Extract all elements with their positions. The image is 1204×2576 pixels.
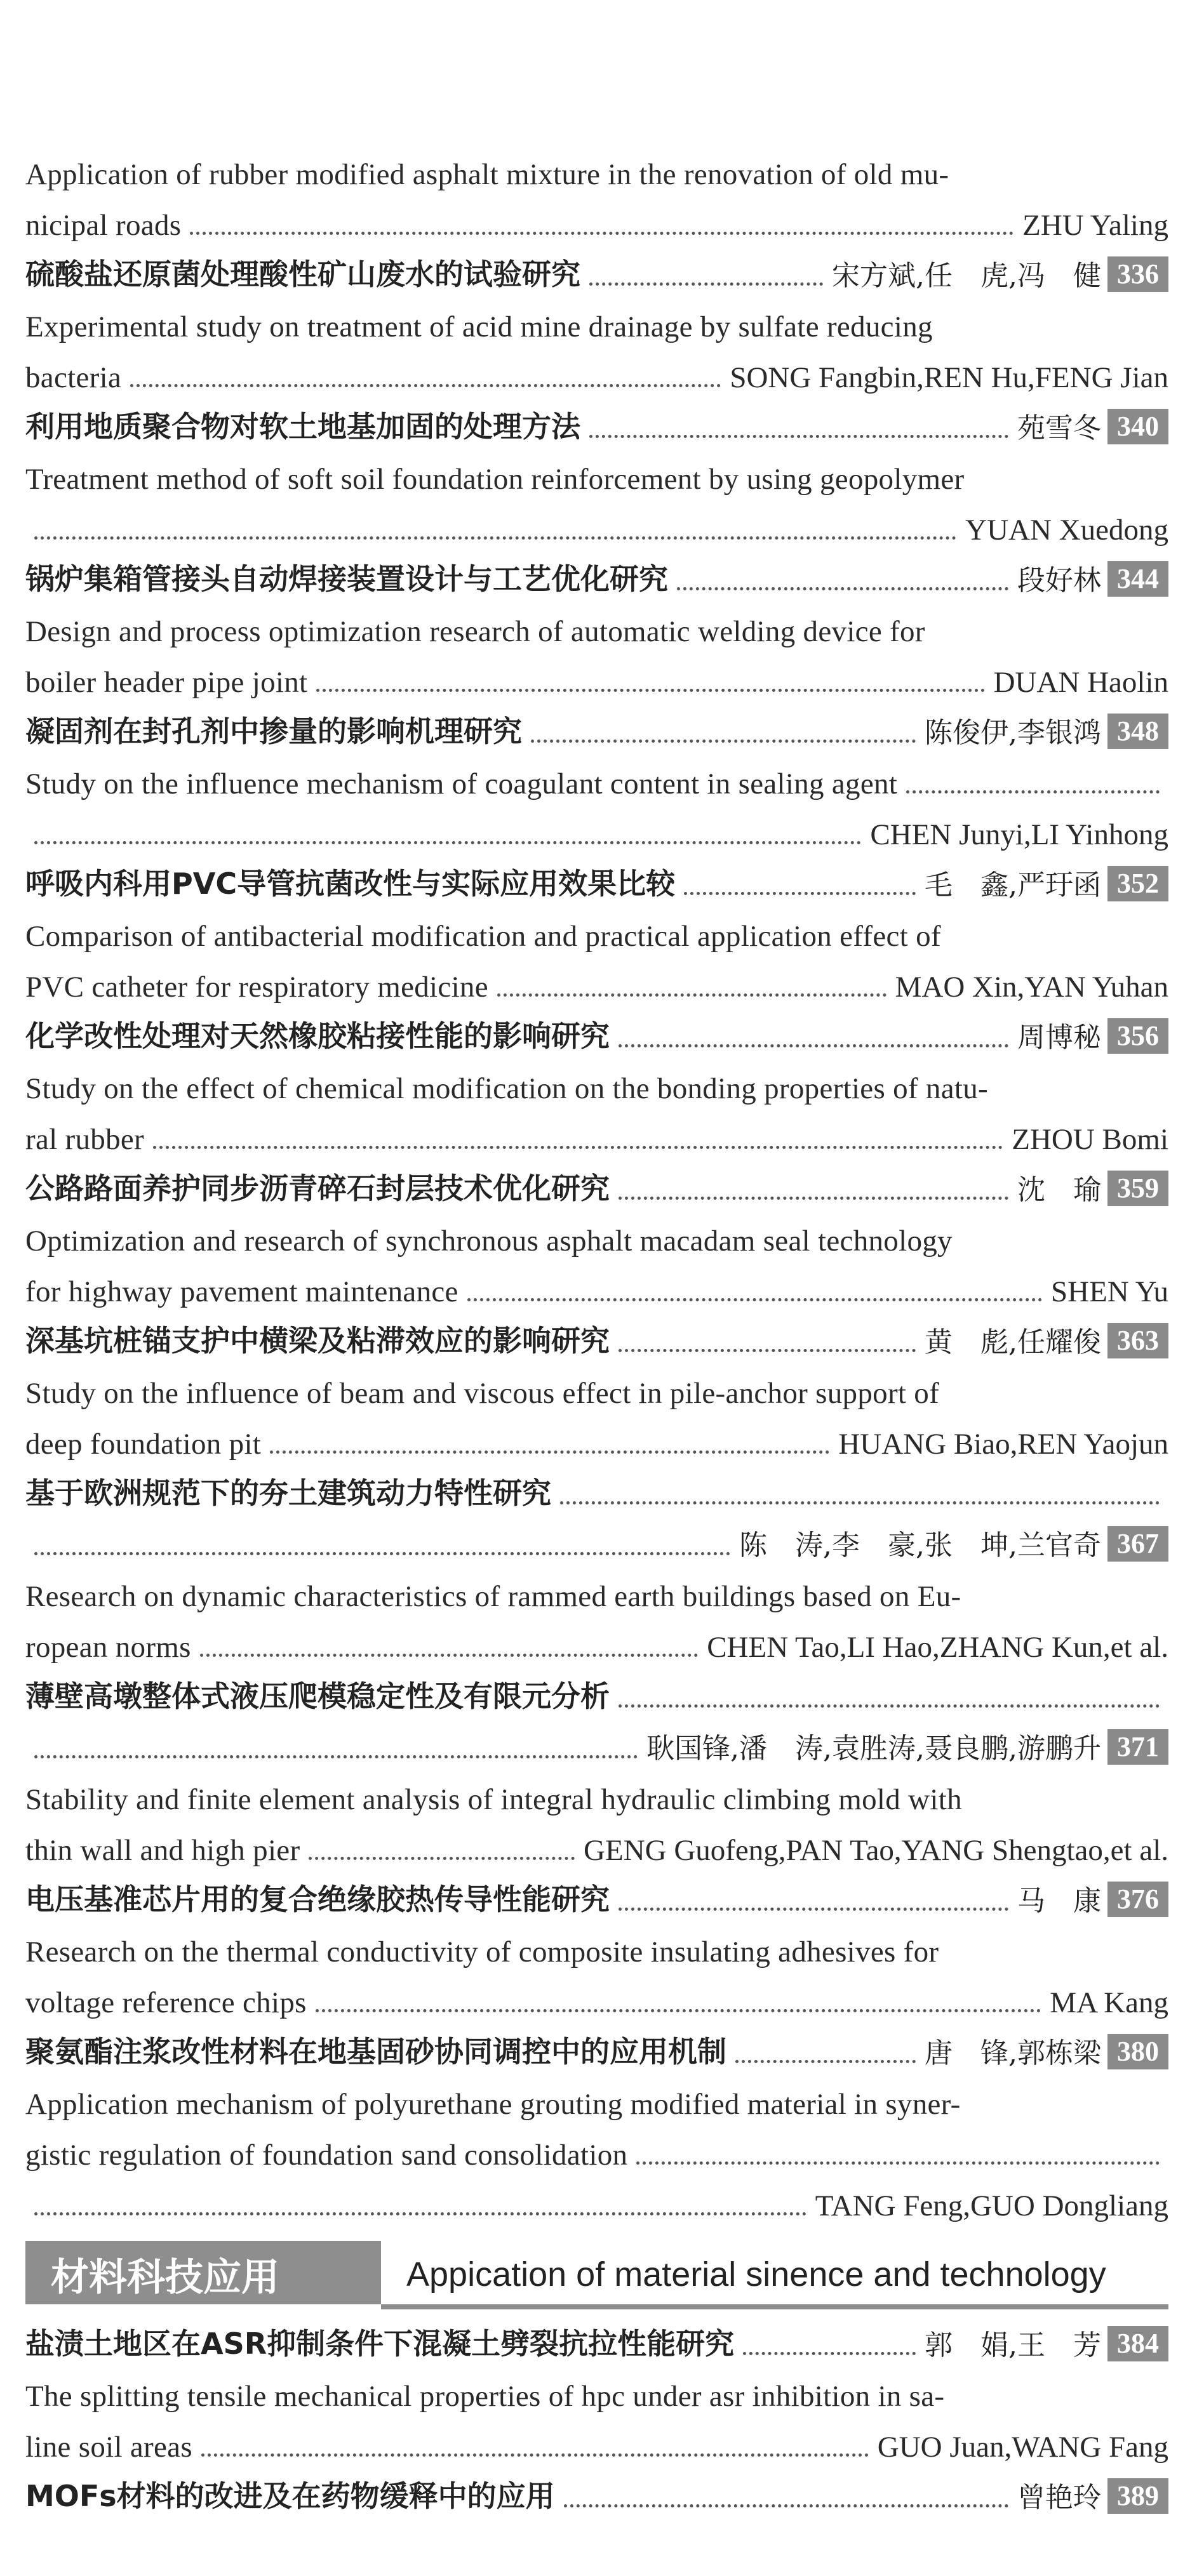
page-number-badge: 352: [1107, 866, 1168, 901]
leader-dots: [619, 1044, 1008, 1047]
toc-en-title: bacteria: [25, 361, 122, 394]
leader-dots: [34, 840, 861, 844]
toc-en-title-line: [25, 1568, 1168, 1619]
toc-en-title-line: [25, 298, 1168, 349]
toc-en-title-line: [25, 349, 1168, 400]
toc-en-title-line: [25, 1212, 1168, 1263]
toc-en-author: CHEN Junyi,LI Yinhong: [870, 818, 1168, 851]
toc-zh-title: 薄壁高墩整体式液压爬模稳定性及有限元分析: [25, 1679, 610, 1713]
leader-dots: [564, 2504, 1008, 2507]
toc-en-title: Stability and finite element analysis of integral hydraulic climbing mold with: [25, 1783, 962, 1816]
page-number-badge: 344: [1107, 561, 1168, 597]
toc-zh-title: MOFs材料的改进及在药物缓释中的应用: [25, 2479, 555, 2513]
toc-en-author: HUANG Biao,REN Yaojun: [838, 1428, 1168, 1461]
page-number-badge: 348: [1107, 714, 1168, 749]
page-number-badge: 336: [1107, 256, 1168, 292]
toc-en-title: nicipal roads: [25, 209, 182, 242]
toc-en-title: Optimization and research of synchronous asphalt macadam seal technology: [25, 1225, 953, 1258]
section-zh-title: 材料科技应用: [51, 2255, 279, 2300]
toc-entry[interactable]: [25, 857, 1168, 908]
toc-en-title-line: [25, 1365, 1168, 1416]
leader-dots: [316, 688, 984, 692]
toc-en-author: GUO Juan,WANG Fang: [877, 2431, 1168, 2464]
toc-entry[interactable]: [25, 2025, 1168, 2076]
toc-en-author: MA Kang: [1050, 1986, 1168, 2019]
leader-dots: [684, 891, 916, 895]
leader-dots: [34, 536, 956, 540]
toc-en-author: TANG Feng,GUO Dongliang: [815, 2189, 1168, 2222]
toc-en-author: ZHU Yaling: [1022, 209, 1168, 242]
toc-entry[interactable]: [25, 1162, 1168, 1212]
page-number-badge: 356: [1107, 1018, 1168, 1054]
toc-zh-author: 唐 锋,郭栋梁: [925, 2037, 1101, 2069]
leader-dots: [200, 1653, 698, 1657]
leader-dots: [619, 1704, 1160, 1708]
toc-zh-title: 凝固剂在封孔剂中掺量的影响机理研究: [25, 714, 522, 748]
toc-zh-author: 陈 涛,李 豪,张 坤,兰官奇: [739, 1529, 1101, 1562]
toc-en-title-line: [25, 654, 1168, 705]
table-of-contents: [25, 146, 1168, 2520]
toc-zh-title: 盐渍土地区在ASR抑制条件下混凝土劈裂抗拉性能研究: [25, 2327, 735, 2361]
toc-en-title: Application mechanism of polyurethane grouting modified material in syner-: [25, 2088, 961, 2121]
page-number-badge: 340: [1107, 409, 1168, 444]
leader-dots: [619, 1348, 916, 1352]
toc-en-title-line: [25, 2076, 1168, 2127]
leader-dots: [153, 1145, 1003, 1149]
toc-en-title-line: [25, 959, 1168, 1009]
toc-entry[interactable]: [25, 1009, 1168, 1060]
toc-en-title: Research on dynamic characteristics of rammed earth buildings based on Eu-: [25, 1580, 961, 1613]
toc-zh-author: 曾艳玲: [1017, 2481, 1101, 2514]
toc-en-title-line: [25, 1974, 1168, 2025]
toc-en-title: for highway pavement maintenance: [25, 1275, 458, 1308]
leader-dots: [589, 282, 823, 286]
toc-en-title-line: [25, 1771, 1168, 1822]
page-number-badge: 380: [1107, 2034, 1168, 2069]
toc-en-author: SONG Fangbin,REN Hu,FENG Jian: [730, 361, 1168, 394]
toc-entry[interactable]: [25, 552, 1168, 603]
toc-en-title-line: [25, 603, 1168, 654]
page-number-badge: 363: [1107, 1323, 1168, 1358]
toc-en-title-line: [25, 755, 1168, 806]
toc-entry[interactable]: [25, 248, 1168, 298]
section-en-title: Appication of material sinence and technology: [406, 2255, 1106, 2294]
toc-en-title-line: [25, 1416, 1168, 1466]
toc-en-title: ropean norms: [25, 1631, 191, 1664]
leader-dots: [34, 1551, 730, 1555]
toc-zh-title: 基于欧洲规范下的夯土建筑动力特性研究: [25, 1476, 551, 1510]
toc-entry[interactable]: [25, 2317, 1168, 2368]
toc-zh-title: 聚氨酯注浆改性材料在地基固砂协同调控中的应用机制: [25, 2035, 726, 2069]
toc-entry[interactable]: [25, 1873, 1168, 1923]
toc-en-title-line: [25, 451, 1168, 501]
toc-entry-authors-line: [25, 1517, 1168, 1568]
leader-dots: [467, 1298, 1042, 1301]
toc-en-title: Application of rubber modified asphalt mixture in the renovation of old mu-: [25, 158, 949, 191]
leader-dots: [531, 739, 916, 743]
toc-en-title: Study on the influence of beam and viscous effect in pile-anchor support of: [25, 1377, 940, 1410]
toc-en-title: Comparison of antibacterial modification and practical application effect of: [25, 920, 941, 953]
toc-en-title-line: [25, 1060, 1168, 1111]
toc-en-title: Study on the effect of chemical modification on the bonding properties of natu-: [25, 1072, 988, 1105]
leader-dots: [906, 790, 1160, 793]
toc-en-title-line: [25, 806, 1168, 857]
toc-en-author: SHEN Yu: [1051, 1275, 1168, 1308]
leader-dots: [201, 2453, 869, 2457]
toc-zh-title: 锅炉集箱管接头自动焊接装置设计与工艺优化研究: [25, 562, 668, 596]
leader-dots: [130, 383, 721, 387]
toc-en-title: Experimental study on treatment of acid mine drainage by sulfate reducing: [25, 310, 933, 343]
toc-entry[interactable]: [25, 705, 1168, 755]
toc-en-author: GENG Guofeng,PAN Tao,YANG Shengtao,et al.: [584, 1834, 1168, 1867]
toc-zh-author: 耿国锋,潘 涛,袁胜涛,聂良鹏,游鹏升: [646, 1732, 1101, 1765]
toc-en-title-line: [25, 2127, 1168, 2177]
leader-dots: [270, 1450, 829, 1454]
toc-en-title-line: [25, 1619, 1168, 1670]
toc-zh-title: 呼吸内科用PVC导管抗菌改性与实际应用效果比较: [25, 866, 676, 901]
toc-zh-title: 电压基准芯片用的复合绝缘胶热传导性能研究: [25, 1882, 610, 1916]
toc-zh-author: 黄 彪,任耀俊: [925, 1326, 1101, 1358]
leader-dots: [735, 2059, 916, 2063]
toc-en-title-line: [25, 2368, 1168, 2419]
toc-zh-author: 沈 瑜: [1017, 1174, 1101, 1206]
toc-en-author: DUAN Haolin: [993, 666, 1168, 699]
leader-dots: [619, 1196, 1008, 1200]
leader-dots: [677, 587, 1008, 590]
toc-en-title: Treatment method of soft soil foundation reinforcement by using geopolymer: [25, 463, 965, 496]
leader-dots: [743, 2351, 916, 2355]
toc-en-author: ZHOU Bomi: [1012, 1123, 1168, 1156]
leader-dots: [560, 1501, 1160, 1504]
toc-zh-title: 硫酸盐还原菌处理酸性矿山废水的试验研究: [25, 257, 580, 291]
toc-en-title: gistic regulation of foundation sand consolidation: [25, 2139, 628, 2172]
toc-zh-title: 利用地质聚合物对软土地基加固的处理方法: [25, 409, 580, 444]
toc-entry[interactable]: [25, 1466, 1168, 1517]
toc-en-title-line: [25, 908, 1168, 959]
toc-entry-authors-line: [25, 1720, 1168, 1771]
toc-zh-author: 段好林: [1017, 564, 1101, 597]
toc-zh-author: 宋方斌,任 虎,冯 健: [832, 260, 1101, 292]
toc-zh-author: 陈俊伊,李银鸿: [925, 717, 1101, 749]
toc-zh-author: 郭 娟,王 芳: [925, 2329, 1101, 2361]
leader-dots: [34, 1755, 638, 1758]
toc-entry[interactable]: [25, 1670, 1168, 1720]
toc-en-title: thin wall and high pier: [25, 1834, 300, 1867]
leader-dots: [589, 434, 1008, 438]
page-number-badge: 389: [1107, 2478, 1168, 2514]
leader-dots: [309, 1856, 575, 1860]
toc-en-title: line soil areas: [25, 2431, 192, 2464]
toc-en-title: Study on the influence mechanism of coagulant content in sealing agent: [25, 767, 898, 800]
toc-en-title-line: [25, 1822, 1168, 1873]
toc-en-title: Design and process optimization research of automatic welding device for: [25, 615, 925, 648]
toc-en-author: CHEN Tao,LI Hao,ZHANG Kun,et al.: [707, 1631, 1168, 1664]
leader-dots: [619, 1907, 1008, 1911]
toc-en-title-line: [25, 2419, 1168, 2469]
toc-zh-title: 深基坑桩锚支护中横梁及粘滞效应的影响研究: [25, 1324, 610, 1358]
section-header: [25, 2241, 1168, 2311]
toc-en-author: MAO Xin,YAN Yuhan: [895, 971, 1168, 1004]
toc-zh-author: 苑雪冬: [1017, 412, 1101, 444]
toc-entry[interactable]: [25, 400, 1168, 451]
leader-dots: [34, 2212, 806, 2215]
toc-en-title: deep foundation pit: [25, 1428, 262, 1461]
toc-zh-author: 马 康: [1017, 1885, 1101, 1917]
toc-en-title: boiler header pipe joint: [25, 666, 308, 699]
toc-en-title-line: [25, 1923, 1168, 1974]
toc-en-title-line: [25, 2177, 1168, 2228]
toc-en-author: YUAN Xuedong: [965, 514, 1168, 547]
toc-en-title-line: [25, 197, 1168, 248]
toc-en-title: The splitting tensile mechanical properties of hpc under asr inhibition in sa-: [25, 2380, 945, 2413]
toc-zh-title: 化学改性处理对天然橡胶粘接性能的影响研究: [25, 1019, 610, 1053]
page-number-badge: 384: [1107, 2326, 1168, 2361]
toc-en-title: Research on the thermal conductivity of composite insulating adhesives for: [25, 1935, 939, 1969]
toc-zh-title: 公路路面养护同步沥青碎石封层技术优化研究: [25, 1171, 610, 1205]
toc-en-title-line: [25, 1263, 1168, 1314]
leader-dots: [636, 2161, 1160, 2165]
toc-en-title: ral rubber: [25, 1123, 144, 1156]
toc-en-title-line: [25, 501, 1168, 552]
leader-dots: [497, 993, 886, 997]
toc-zh-author: 毛 鑫,严玗函: [925, 869, 1101, 901]
page-number-badge: 367: [1107, 1526, 1168, 1562]
toc-en-title: PVC catheter for respiratory medicine: [25, 971, 488, 1004]
leader-dots: [190, 231, 1013, 235]
page-number-badge: 371: [1107, 1729, 1168, 1765]
toc-en-title-line: [25, 1111, 1168, 1162]
toc-zh-author: 周博秘: [1017, 1021, 1101, 1054]
toc-en-title: voltage reference chips: [25, 1986, 307, 2019]
leader-dots: [316, 2008, 1041, 2012]
section-header-rule: [381, 2304, 1168, 2309]
page-number-badge: 359: [1107, 1171, 1168, 1206]
page-number-badge: 376: [1107, 1882, 1168, 1917]
toc-entry[interactable]: [25, 1314, 1168, 1365]
toc-entry[interactable]: [25, 2469, 1168, 2520]
toc-en-title-line: [25, 146, 1168, 197]
